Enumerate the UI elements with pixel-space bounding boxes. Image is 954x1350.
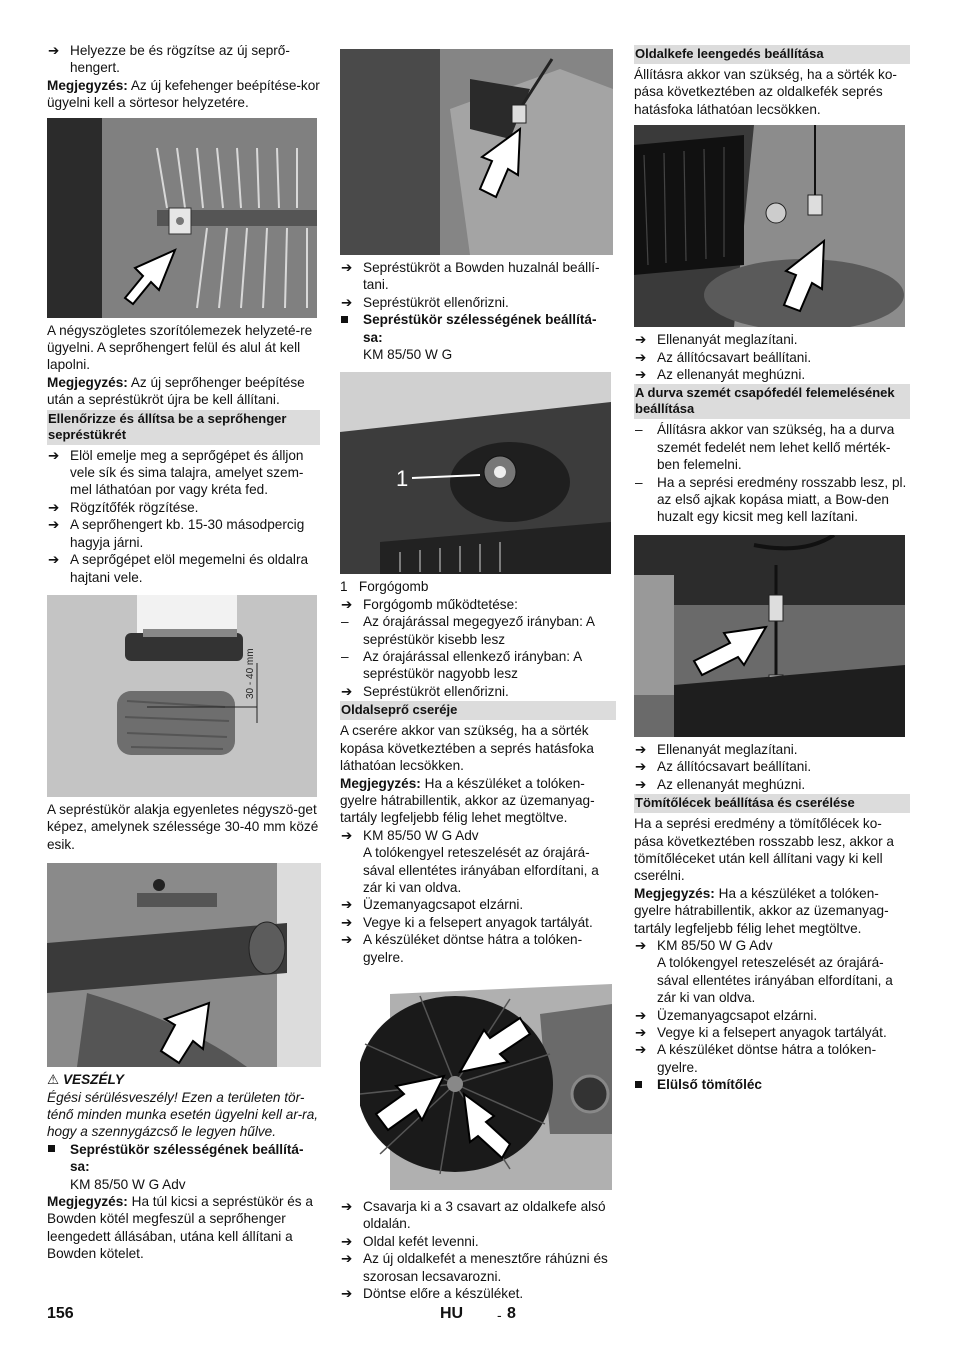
arrow-icon: ➔ [341,596,353,612]
arrow-icon: ➔ [341,294,353,310]
step-bullet: ➔ Üzemanyagcsapot elzárni. [635,1007,818,1023]
warning-title: ⚠ VESZÉLY [47,1072,124,1088]
footer-separator: - [497,1307,502,1323]
dash-item: – Ha a seprési eredmény rosszabb lesz, pl. az első ajkak kopása miatt, a Bow-den huzalt egy kicsit meg kell lazítani. [635,474,907,525]
step-bullet: ➔ Az ellenanyát meghúzni. [635,776,806,792]
square-bullet-icon [48,1145,55,1152]
column-right: Oldalkefe leengedés beállítása Állításra akkor van szükség, ha a sörték ko-pása következtében az oldalkefék seprés hatásfoka láthatóan lecsökken. ➔ Ellenanyát meglazítani. ➔ Az állítócsavart beállítani. ➔ Az ellenanyát meghúzni. A durva szemét csapófedél felemelésének beállítása – Állításra akkor van szükség, ha a durva szemét fedelét nem lehet kellő mérték-ben felemelni. – Ha a seprési eredmény rosszabb lesz, pl. az első ajkak kopása miatt, a Bow-den huzalt egy kicsit meg kell lazítani. ➔ Ellenanyát meglazítani. ➔ Az állítócsavart beállítani. ➔ Az ellenanyát meghúzni. Tömítőlécek beállítása és cserélése Ha a seprési eredmény a tömítőlécek ko-pása következtében rosszabb lesz, akkor a tömítőléceket után kell állítani vagy ki kell cserélni. Megjegyzés: Ha a készüléket a tolóken-gyelre hátrabillentik, akkor az üzemanyag-tartály legfeljebb félig lehet megtöltve. ➔ KM 85/50 W G Adv A tolókengyel reteszelését az órajárá-sával ellentétes irányában elfordítani, a zár ki van oldva. ➔ Üzemanyagcsapot elzárni. ➔ Vegye ki a felsepert anyagok tartályát. ➔ A készüléket döntse hátra a tolóken-gyelre. Elülső tömítőléc [634,44,910,1094]
note: Megjegyzés: Ha a készüléket a tolóken-gyelre hátrabillentik, akkor az üzemanyag-tartály legfeljebb félig lehet megtöltve. [634,885,889,936]
dash-item: – Az órajárással megegyező irányban: A sepréstükör kisebb lesz [341,614,595,647]
arrow-icon: ➔ [635,367,647,383]
warning-icon: ⚠ [47,1072,60,1088]
arrow-icon: ➔ [48,43,60,58]
warning-text: Égési sérülésveszély! Ezen a területen tör-ténő minden munka esetén ügyelni kell ar-ra, hogy a szennygázcső le legyen hűlve. [47,1089,319,1140]
subsection: Elülső tömítőléc [634,1076,910,1093]
step-bullet: ➔ Az ellenanyát meghúzni. [635,367,806,383]
arrow-icon: ➔ [341,1251,353,1267]
step-bullet: ➔ A készüléket döntse hátra a tolóken-gyelre. [341,932,583,965]
note: Megjegyzés: Ha túl kicsi a sepréstükör és a Bowden kötél megfeszül a seprőhenger leengedett állásában, utána kell állítani a Bowden kötelet. [47,1193,313,1262]
photo-bowden-cable [340,49,613,255]
arrow-icon: ➔ [635,776,647,792]
step-bullet: ➔ Elöl emelje meg a seprőgépet és álljon vele sík és sima talajra, amelyet szem-mel láthatóan por vagy kréta fed. [48,447,304,498]
photo-side-brush-adjust [634,125,905,327]
section-heading: Ellenőrizze és állítsa be a seprőhenger sepréstükrét [47,410,320,445]
arrow-icon: ➔ [635,937,647,953]
photo-rotary-knob [340,372,611,574]
arrow-icon: ➔ [48,552,60,568]
step-bullet: ➔ A készüléket döntse hátra a tolóken-gyelre. [635,1042,877,1075]
arrow-icon: ➔ [635,759,647,775]
step-bullet: ➔ Ellenanyát meglazítani. [635,332,798,348]
arrow-icon: ➔ [635,1024,647,1040]
arrow-icon: ➔ [341,1198,353,1214]
arrow-icon: ➔ [48,517,60,533]
step-bullet: ➔ Üzemanyagcsapot elzárni. [341,897,524,913]
step-bullet: ➔ Forgógomb működtetése: [341,596,518,612]
photo-exhaust-pipe [47,863,321,1067]
arrow-icon: ➔ [635,332,647,348]
step-bullet: ➔ Sepréstükröt ellenőrizni. [341,683,509,699]
photo-brush-roller [47,118,317,318]
step-bullet: ➔ Helyezze be és rögzítse az új seprő-hengert. [48,43,290,76]
step-bullet: ➔ Oldal kefét levenni. [341,1233,479,1249]
arrow-icon: ➔ [341,932,353,948]
page-number: 156 [47,1305,74,1322]
arrow-icon: ➔ [341,897,353,913]
square-bullet-icon [635,1081,642,1088]
arrow-icon: ➔ [635,1007,647,1023]
callout-number: 1 [396,466,409,492]
square-bullet-icon [341,316,348,323]
step-bullet: ➔ Vegye ki a felsepert anyagok tartályát. [341,914,593,930]
language-code: HU [440,1305,464,1322]
dimension-label: 30 - 40 mm [245,648,256,699]
arrow-icon: ➔ [341,1233,353,1249]
arrow-icon: ➔ [48,499,60,515]
section-heading: Oldalseprő cseréje [340,701,616,720]
column-left: ➔ Helyezze be és rögzítse az új seprő-hengert. Megjegyzés: Az új kefehenger beépítése-kor ügyelni kell a sörtesor helyzetére. A négyszögletes szorítólemezek helyzeté-re ügyelni. A seprőhengert felül és alul át kell lapolni. Megjegyzés: Az új seprőhenger beépítése után a sepréstükröt újra be kell állítani. Ellenőrizze és állítsa be a seprőhenger sepréstükrét ➔ Elöl emelje meg a seprőgépet és álljon vele sík és sima talajra, amelyet szem-mel láthatóan por vagy kréta fed. ➔ Rögzítőfék rögzítése. ➔ A seprőhengert kb. 15-30 másodpercig hagyja járni. ➔ A seprőgépet elöl megemelni és oldalra hajtani vele. 30 - 40 mm A sepréstükör alakja egyenletes négyszö-get képez, amelynek szélessége 30-40 mm közé esik. ⚠ VESZÉLY Égési sérülésveszély! Ezen a területen tör-ténő minden munka esetén ügyelni kell ar-ra, hogy a szennygázcső le legyen hűlve. Sepréstükör szélességének beállítá-sa: KM 85/50 W G Adv Megjegyzés: Ha túl kicsi a sepréstükör és a Bowden kötél megfeszül a seprőhenger leengedett állásában, utána kell állítani a Bowden kötelet. [47,43,320,1262]
arrow-icon: ➔ [341,260,353,275]
dash-item: – Állításra akkor van szükség, ha a durva szemét fedelét nem lehet kellő mérték-ben felemelni. [635,422,895,473]
arrow-icon: ➔ [341,683,353,699]
arrow-icon: ➔ [635,349,647,365]
arrow-icon: ➔ [341,1286,353,1301]
step-bullet: ➔ A seprőgépet elöl megemelni és oldalra hajtani vele. [48,552,309,585]
step-bullet: ➔ Az állítócsavart beállítani. [635,349,812,365]
step-bullet: ➔ Sepréstükröt a Bowden huzalnál beállí-tani. [341,260,600,293]
arrow-icon: ➔ [635,1042,647,1058]
step-bullet: ➔ Vegye ki a felsepert anyagok tartályát. [635,1024,887,1040]
arrow-icon: ➔ [635,741,647,757]
note: Megjegyzés: Az új kefehenger beépítése-kor ügyelni kell a sörtesor helyzetére. [47,77,320,111]
step-bullet: ➔ Ellenanyát meglazítani. [635,741,798,757]
step-bullet: ➔ Rögzítőfék rögzítése. [48,499,199,515]
photo-flap-adjust [634,535,905,737]
arrow-icon: ➔ [48,447,60,463]
subsection: Sepréstükör szélességének beállítá-sa: [340,311,616,346]
step-bullet: ➔ Sepréstükröt ellenőrizni. [341,294,509,310]
step-bullet: ➔ KM 85/50 W G Adv [341,827,479,843]
note: Megjegyzés: Az új seprőhenger beépítése után a sepréstükröt újra be kell állítani. [47,374,305,408]
step-bullet: ➔ Az új oldalkefét a menesztőre ráhúzni és szorosan lecsavarozni. [341,1251,608,1284]
step-bullet: ➔ Csavarja ki a 3 csavart az oldalkefe alsó oldalán. [341,1198,606,1232]
section-heading: Tömítőlécek beállítása és cserélése [634,794,910,813]
step-bullet: ➔ KM 85/50 W G Adv [635,937,773,953]
step-bullet: ➔ Döntse előre a készüléket. [341,1286,524,1301]
section-heading: A durva szemét csapófedél felemelésének beállítása [634,384,910,419]
dash-item: – Az órajárással ellenkező irányban: A sepréstükör nagyobb lesz [341,649,582,682]
arrow-icon: ➔ [341,827,353,843]
legend-row: 1 Forgógomb [340,579,429,595]
photo-side-brush [360,984,612,1190]
column-middle: ➔ Sepréstükröt a Bowden huzalnál beállí-tani. ➔ Sepréstükröt ellenőrizni. Sepréstükör szélességének beállítá-sa: KM 85/50 W G 1 1 Forgógomb ➔ Forgógomb működtetése: – Az órajárással megegyező irányban: A sepréstükör kisebb lesz – Az órajárással ellenkező irányban: A sepréstükör nagyobb lesz ➔ Sepréstükröt ellenőrizni. Oldalseprő cseréje A cserére akkor van szükség, ha a sörték kopása következtében a seprés hatásfoka láthatóan lecsökken. Megjegyzés: Ha a készüléket a tolóken-gyelre hátrabillentik, akkor az üzemanyag-tartály legfeljebb félig lehet megtöltve. ➔ KM 85/50 W G Adv A tolókengyel reteszelését az órajárá-sával ellentétes irányában elfordítani, a zár ki van oldva. ➔ Üzemanyagcsapot elzárni. ➔ Vegye ki a felsepert anyagok tartályát. ➔ A készüléket döntse hátra a tolóken-gyelre. ➔ Csavarja ki a 3 csavart az oldalkefe alsó oldalán. ➔ Oldal kefét levenni. ➔ Az új oldalkefét a menesztőre ráhúzni és szorosan lecsavarozni. ➔ Döntse előre a készüléket. [340,46,616,1302]
subsection: Sepréstükör szélességének beállítá-sa: [47,1141,320,1176]
step-bullet: ➔ A seprőhengert kb. 15-30 másodpercig hagyja járni. [48,517,305,550]
section-heading: Oldalkefe leengedés beállítása [634,45,910,64]
section-page-number: 8 [507,1305,516,1322]
arrow-icon: ➔ [341,914,353,930]
photo-sweep-pattern [47,595,317,797]
step-bullet: ➔ Az állítócsavart beállítani. [635,759,812,775]
note: Megjegyzés: Ha a készüléket a tolóken-gyelre hátrabillentik, akkor az üzemanyag-tartály legfeljebb félig lehet megtöltve. [340,775,595,826]
